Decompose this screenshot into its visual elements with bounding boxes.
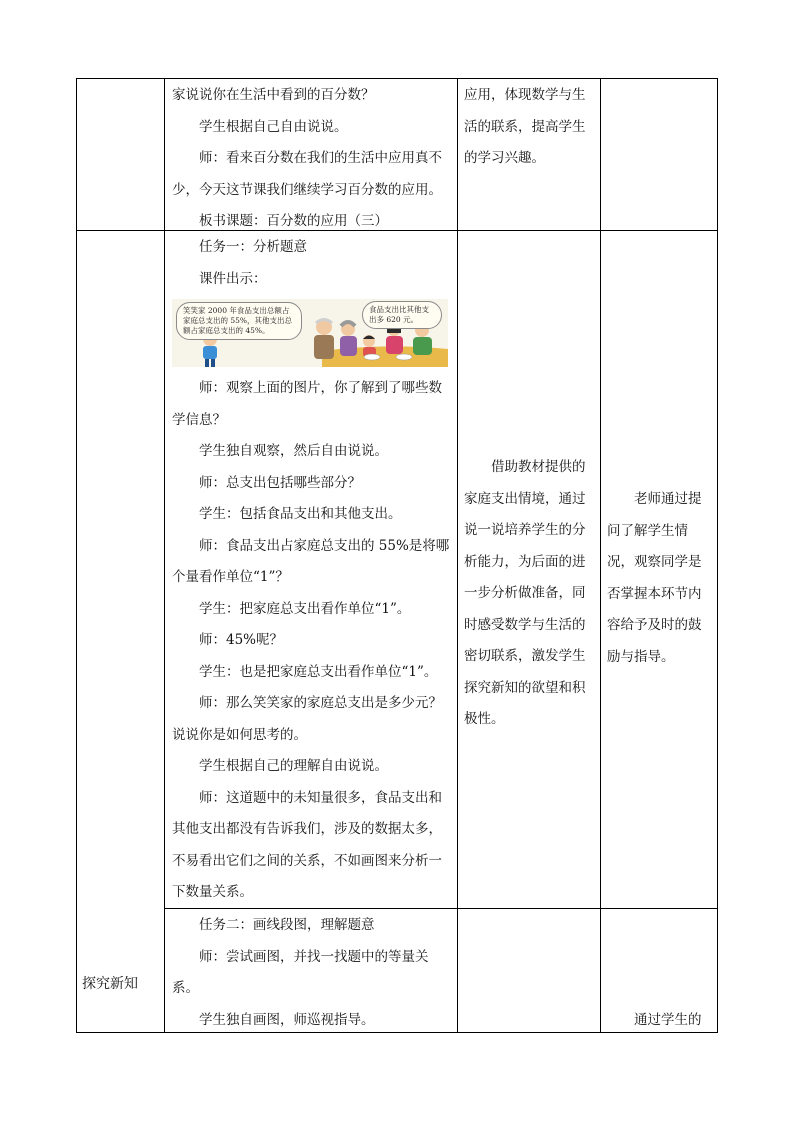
speech-bubble-right: 食品支出比其他支出多 620 元。	[362, 301, 442, 329]
dialogue-line: 师：观察上面的图片，你了解到了哪些数学信息？	[172, 380, 442, 428]
lesson-plan-table	[76, 78, 718, 1033]
row1-content-cell	[172, 80, 452, 238]
row2-content-cell	[172, 232, 452, 909]
dialogue-line: 师：45%呢？	[199, 632, 284, 648]
dialogue-line: 师：总支出包括哪些部分？	[199, 474, 361, 491]
row2-note: 老师通过提问了解学生情况，观察同学是否掌握本环节内容给予及时的鼓励与指导。	[607, 491, 702, 665]
dialogue-line: 学生：包括食品支出和其他支出。	[199, 506, 402, 522]
speech-bubble-left: 笑笑家 2000 年食品支出总额占家庭总支出的 55%，其他支出总额占家庭总支出的 45%。	[176, 302, 302, 340]
dialogue-line: 学生独自观察，然后自由说说。	[199, 443, 388, 459]
row1-line: 学生根据自己自由说说。	[199, 118, 348, 135]
dialogue-line: 师：那么笑笑家的家庭总支出是多少元？说说你是如何思考的。	[172, 695, 442, 743]
dialogue-line: 师：这道题中的未知量很多，食品支出和其他支出都没有告诉我们，涉及的数据太多，不易看出它们之间的关系，不如画图来分析一下数量关系。	[172, 789, 442, 900]
task-two-title: 任务二：画线段图，理解题意	[199, 917, 375, 933]
dialogue-line: 学生：也是把家庭总支出看作单位“1”。	[199, 663, 438, 680]
task-one-title: 任务一：分析题意	[199, 239, 307, 255]
row2-intent-cell	[464, 452, 594, 736]
row1-line: 师：看来百分数在我们的生活中应用真不少，今天这节课我们继续学习百分数的应用。	[172, 150, 442, 198]
dialogue-line: 师：食品支出占家庭总支出的 55%是将哪个量看作单位“1”？	[172, 537, 450, 585]
dialogue-line: 学生：把家庭总支出看作单位“1”。	[199, 600, 411, 617]
row2-note-cell	[607, 484, 711, 673]
row3-note-cell	[607, 1005, 711, 1037]
row1-line: 板书课题：百分数的应用（三）	[199, 213, 388, 229]
row3-note: 通过学生的	[634, 1012, 702, 1028]
textbook-illustration	[172, 299, 448, 367]
row1-intent: 应用，体现数学与生活的联系，提高学生的学习兴趣。	[464, 87, 586, 166]
row3-content-cell	[172, 910, 452, 1036]
dialogue-line: 学生独自画图，师巡视指导。	[199, 1011, 375, 1028]
section-label: 探究新知	[82, 976, 138, 992]
dialogue-line: 学生根据自己的理解自由说说。	[199, 758, 388, 774]
row1-line: 家说说你在生活中看到的百分数？	[172, 87, 375, 103]
row2-intent: 借助教材提供的家庭支出情境，通过说一说培养学生的分析能力，为后面的进一步分析做准备，同时感受数学与生活的密切联系，激发学生探究新知的欲望和积极性。	[464, 459, 586, 727]
row1-intent-cell	[464, 80, 594, 175]
dialogue-line: 师：尝试画图，并找一找题中的等量关系。	[172, 948, 429, 996]
courseware-label: 课件出示：	[199, 270, 267, 287]
